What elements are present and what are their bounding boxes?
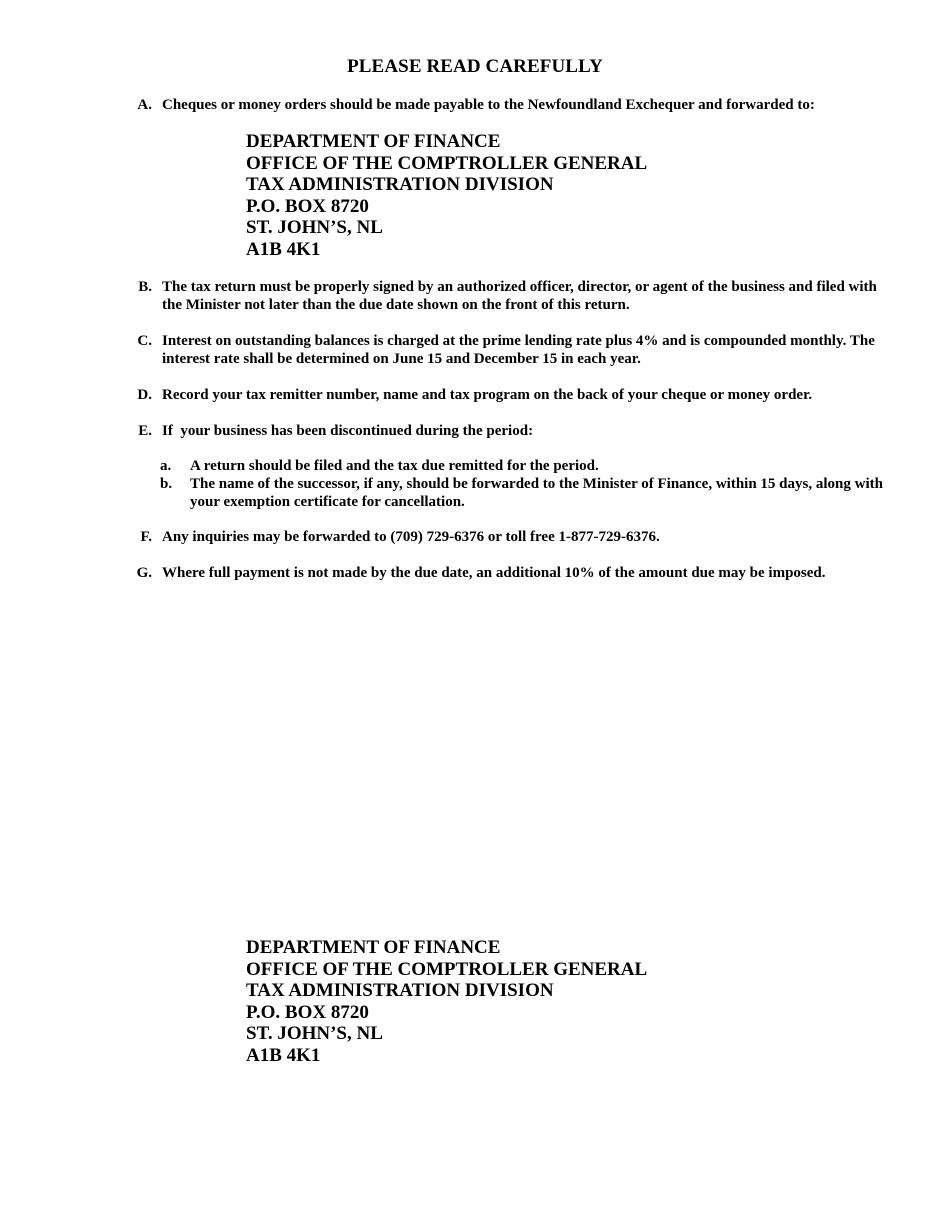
instruction-text: If your business has been discontinued during the period: [162,423,534,439]
address-line-po-box: P.O. BOX 8720 [246,195,369,217]
instruction-letter: E. [138,423,152,439]
instruction-text: Any inquiries may be forwarded to (709) 729-6376 or toll free 1-877-729-6376. [162,529,660,545]
sub-instruction-text: A return should be filed and the tax due remitted for the period. [190,458,599,474]
instruction-text: Where full payment is not made by the due date, an additional 10% of the amount due may be imposed. [162,565,826,581]
instruction-text: Cheques or money orders should be made payable to the Newfoundland Exchequer and forwarded to: [162,97,815,113]
instruction-text: The tax return must be properly signed by an authorized officer, director, or agent of the business and filed with the Minister not later than the due date shown on the front of this return. [162,279,877,313]
instruction-letter: A. [137,97,152,113]
address-line-city: ST. JOHN’S, NL [246,1023,383,1044]
remittance-address [246,131,647,260]
address-line-office: OFFICE OF THE COMPTROLLER GENERAL [246,152,648,174]
mailing-address [246,937,647,1066]
address-line-city: ST. JOHN’S, NL [246,217,383,238]
instruction-letter: G. [136,565,152,581]
address-line-division: TAX ADMINISTRATION DIVISION [246,174,554,195]
address-line-po-box: P.O. BOX 8720 [246,1001,369,1023]
sub-instruction-text: The name of the successor, if any, should be forwarded to the Minister of Finance, within 15 days, along with your exemption certificate for cancellation. [190,476,883,510]
address-line-department: DEPARTMENT OF FINANCE [246,937,501,958]
instruction-letter: C. [137,333,152,349]
instruction-letter: B. [138,279,152,295]
sub-instruction-letter: b. [160,476,173,492]
address-line-department: DEPARTMENT OF FINANCE [246,131,501,152]
instruction-text: Interest on outstanding balances is charged at the prime lending rate plus 4% and is compounded monthly. The interest rate shall be determined on June 15 and December 15 in each year. [162,333,875,367]
page-title: PLEASE READ CAREFULLY [347,56,603,77]
address-line-postal-code: A1B 4K1 [246,1044,321,1066]
address-line-division: TAX ADMINISTRATION DIVISION [246,980,554,1001]
sub-instruction-letter: a. [160,458,172,474]
address-line-postal-code: A1B 4K1 [246,238,321,260]
instruction-letter: F. [140,529,152,545]
instruction-text: Record your tax remitter number, name and tax program on the back of your cheque or money order. [162,387,813,403]
instruction-letter: D. [137,387,152,403]
address-line-office: OFFICE OF THE COMPTROLLER GENERAL [246,958,648,980]
